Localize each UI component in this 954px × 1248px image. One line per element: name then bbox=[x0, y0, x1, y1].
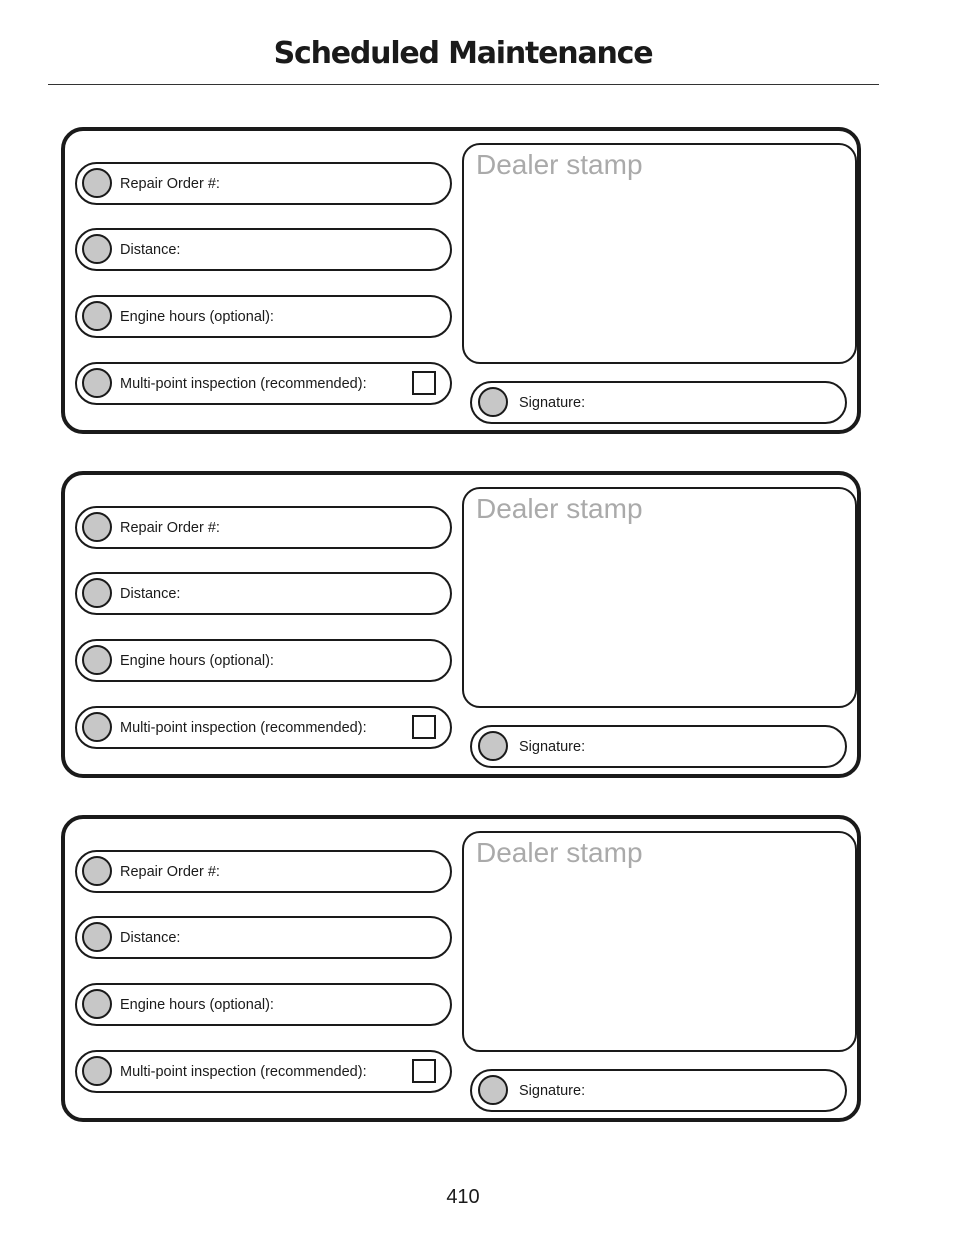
inspection-checkbox[interactable] bbox=[412, 371, 436, 395]
inspection-label: Multi-point inspection (recommended): bbox=[120, 720, 367, 736]
bullet-circle-icon bbox=[82, 168, 112, 198]
bullet-circle-icon bbox=[82, 712, 112, 742]
inspection-checkbox[interactable] bbox=[412, 1059, 436, 1083]
engine-hours-field[interactable] bbox=[75, 639, 452, 682]
bullet-circle-icon bbox=[82, 1056, 112, 1086]
distance-label: Distance: bbox=[120, 242, 181, 258]
dealer-stamp-box bbox=[462, 487, 857, 708]
dealer-stamp-label: Dealer stamp bbox=[476, 149, 643, 180]
signature-label: Signature: bbox=[519, 739, 586, 755]
bullet-circle-icon bbox=[82, 368, 112, 398]
distance-field[interactable] bbox=[75, 916, 452, 959]
bullet-circle-icon bbox=[478, 1075, 508, 1105]
title-divider bbox=[48, 84, 879, 85]
bullet-circle-icon bbox=[82, 856, 112, 886]
dealer-stamp-label: Dealer stamp bbox=[476, 837, 643, 868]
signature-label: Signature: bbox=[519, 395, 586, 411]
signature-field[interactable] bbox=[470, 381, 847, 424]
dealer-stamp-box bbox=[462, 831, 857, 1052]
bullet-circle-icon bbox=[82, 234, 112, 264]
repair-order-label: Repair Order #: bbox=[120, 864, 220, 880]
engine-hours-label: Engine hours (optional): bbox=[120, 997, 274, 1013]
signature-field[interactable] bbox=[470, 725, 847, 768]
repair-order-field[interactable] bbox=[75, 162, 452, 205]
maintenance-record-card bbox=[61, 127, 861, 434]
repair-order-label: Repair Order #: bbox=[120, 176, 220, 192]
engine-hours-field[interactable] bbox=[75, 983, 452, 1026]
distance-field[interactable] bbox=[75, 572, 452, 615]
page-number: 410 bbox=[446, 1186, 480, 1208]
maintenance-record-card bbox=[61, 471, 861, 778]
distance-field[interactable] bbox=[75, 228, 452, 271]
inspection-field bbox=[75, 362, 452, 405]
signature-field[interactable] bbox=[470, 1069, 847, 1112]
maintenance-record-card bbox=[61, 815, 861, 1122]
repair-order-label: Repair Order #: bbox=[120, 520, 220, 536]
page-title: Scheduled Maintenance bbox=[273, 36, 653, 71]
bullet-circle-icon bbox=[478, 731, 508, 761]
repair-order-field[interactable] bbox=[75, 506, 452, 549]
signature-label: Signature: bbox=[519, 1083, 586, 1099]
engine-hours-label: Engine hours (optional): bbox=[120, 309, 274, 325]
bullet-circle-icon bbox=[82, 578, 112, 608]
engine-hours-field[interactable] bbox=[75, 295, 452, 338]
engine-hours-label: Engine hours (optional): bbox=[120, 653, 274, 669]
bullet-circle-icon bbox=[82, 512, 112, 542]
inspection-field bbox=[75, 1050, 452, 1093]
inspection-field bbox=[75, 706, 452, 749]
dealer-stamp-label: Dealer stamp bbox=[476, 493, 643, 524]
inspection-label: Multi-point inspection (recommended): bbox=[120, 376, 367, 392]
bullet-circle-icon bbox=[82, 989, 112, 1019]
bullet-circle-icon bbox=[478, 387, 508, 417]
dealer-stamp-box bbox=[462, 143, 857, 364]
bullet-circle-icon bbox=[82, 645, 112, 675]
distance-label: Distance: bbox=[120, 930, 181, 946]
inspection-checkbox[interactable] bbox=[412, 715, 436, 739]
inspection-label: Multi-point inspection (recommended): bbox=[120, 1064, 367, 1080]
distance-label: Distance: bbox=[120, 586, 181, 602]
bullet-circle-icon bbox=[82, 922, 112, 952]
bullet-circle-icon bbox=[82, 301, 112, 331]
repair-order-field[interactable] bbox=[75, 850, 452, 893]
